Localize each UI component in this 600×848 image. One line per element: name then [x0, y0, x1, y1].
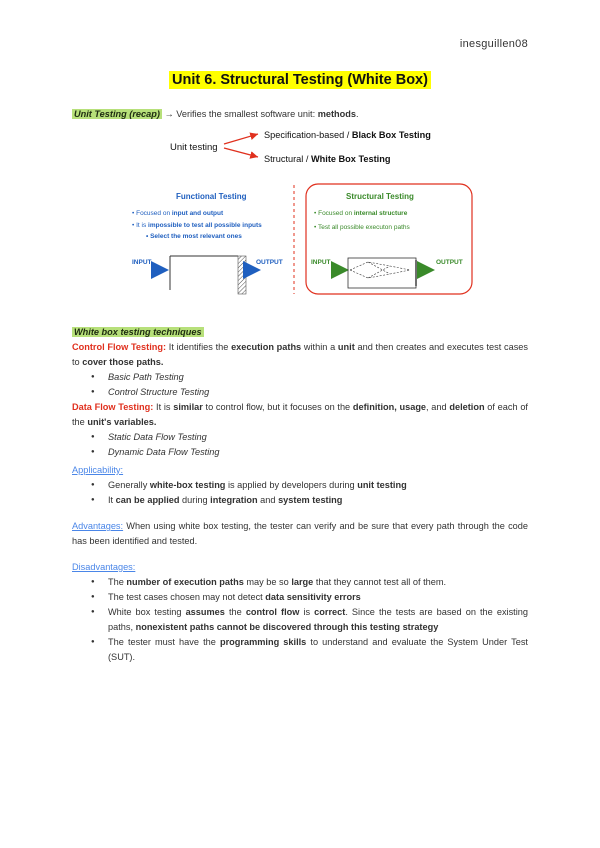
tree-arrow-top [224, 134, 258, 144]
tree-root: Unit testing [170, 142, 218, 153]
functional-title: Functional Testing [176, 192, 247, 201]
app1-mid: is applied by developers during [225, 480, 358, 490]
list-item: ● Static Data Flow Testing [72, 430, 528, 445]
disadvantages-section [72, 560, 528, 665]
control-flow-list [72, 370, 528, 400]
applicability-heading: Applicability: [72, 465, 124, 475]
structural-b2: Test all possible executon paths [317, 224, 410, 231]
app2-mid: during [179, 495, 211, 505]
applicability-list [72, 478, 528, 508]
cf-bold-3: cover those paths. [82, 357, 164, 367]
author-name: inesguillen08 [459, 38, 528, 50]
structural-white-box [348, 258, 416, 288]
techniques-section [72, 325, 528, 460]
app2-bold-3: system testing [278, 495, 343, 505]
dis3-bold-1: assumes [185, 607, 225, 617]
disadvantages-heading-line [72, 560, 528, 575]
dis3-mid: the [224, 607, 246, 617]
advantages-heading: Advantages: [72, 521, 124, 531]
cf-text-2: within a [301, 342, 338, 352]
dis3-bold-2: control flow [245, 607, 300, 617]
df-text-4: of each of the [72, 402, 528, 427]
data-flow-label: Data Flow Testing: [72, 402, 154, 412]
tree-branch2-pre: Structural / [264, 154, 311, 164]
control-flow-paragraph [72, 340, 528, 370]
functional-b1-pre: Focused on [136, 210, 172, 217]
data-flow-list [72, 430, 528, 460]
dis2-pre: The test cases chosen may not detect [108, 592, 266, 602]
cf-text-1: It identifies the [166, 342, 232, 352]
recap-label: Unit Testing (recap) [74, 109, 160, 119]
structural-title: Structural Testing [346, 192, 414, 201]
disadvantages-list [72, 575, 528, 665]
advantages-paragraph [72, 519, 528, 549]
functional-b2-bold: impossible to test all possible inputs [148, 222, 262, 229]
df-text-3: , and [426, 402, 450, 412]
app2-mid-2: and [257, 495, 279, 505]
functional-bullet-2: • It is impossible to test all possible inputs [132, 222, 262, 229]
list-item [72, 590, 528, 605]
disadvantages-heading: Disadvantages: [72, 562, 136, 572]
techniques-heading-line [72, 325, 528, 340]
dis4-post: to understand and evaluate the System Under Test (SUT). [108, 637, 528, 662]
recap-post: . [355, 109, 359, 119]
dis4-pre: The tester must have the [108, 637, 220, 647]
advantages-text: When using white box testing, the tester can verify and be sure that every path through the code has been identified and tested. [72, 521, 528, 546]
tree-branch1-pre: Specification-based / [264, 130, 352, 140]
unit-testing-tree [160, 124, 450, 174]
structural-bullet-2: • Test all possible executon paths [314, 224, 410, 231]
dis3-mid-3: . Since the tests are based on the existing paths, [108, 607, 528, 632]
dis3-bold-3: correct [314, 607, 346, 617]
app1-bold-2: unit testing [357, 480, 407, 490]
tree-branch1-bold: Black Box Testing [351, 130, 431, 140]
dis4-bold: programming skills [219, 637, 307, 647]
tree-branch-black-box [264, 130, 431, 140]
df-bold-3: deletion [449, 402, 485, 412]
functional-vs-structural-diagram [120, 182, 480, 296]
functional-b1-bold: input and output [171, 210, 224, 217]
cf-text-3: and then creates and executes test cases to [72, 342, 529, 367]
functional-black-box-wall [238, 256, 246, 294]
structural-bullet-1: • Focused on internal structure [314, 210, 408, 217]
app1-pre: Generally [108, 480, 150, 490]
list-item: ● Dynamic Data Flow Testing [72, 445, 528, 460]
dis2-bold: data sensitivity errors [265, 592, 361, 602]
df-text-1: It is [153, 402, 174, 412]
df-bold-2: definition, usage [352, 402, 427, 412]
title-container [0, 71, 600, 89]
techniques-heading: White box testing techniques [74, 327, 202, 337]
dis1-post: that they cannot test all of them. [313, 577, 447, 587]
list-item [72, 478, 528, 493]
app1-bold-1: white-box testing [149, 480, 226, 490]
list-item: ● Control Structure Testing [72, 385, 528, 400]
dis1-mid: may be so [243, 577, 292, 587]
tree-branch-white-box [264, 154, 390, 164]
df-bold-1: similar [173, 402, 203, 412]
dis3-bold-4: nonexistent paths cannot be discovered through this testing strategy [135, 622, 439, 632]
list-item [72, 575, 528, 590]
app2-pre: It [108, 495, 116, 505]
recap-bold: methods [317, 109, 356, 119]
dis3-mid-2: is [299, 607, 315, 617]
cf-bold-1: execution paths [231, 342, 302, 352]
app2-bold-2: integration [210, 495, 258, 505]
functional-bullet-3: • Select the most relevant ones [146, 233, 242, 240]
data-flow-paragraph [72, 400, 528, 430]
structural-input-label: INPUT [311, 259, 331, 266]
dis1-bold-1: number of execution paths [126, 577, 244, 587]
recap-text: → Verifies the smallest software unit: [161, 109, 318, 119]
functional-input-label: INPUT [132, 259, 152, 266]
structural-output-label: OUTPUT [436, 259, 463, 266]
applicability-section [72, 463, 528, 508]
recap-line [72, 107, 542, 122]
dis1-pre: The [108, 577, 127, 587]
list-item [72, 635, 528, 665]
structural-b1-bold: internal structure [353, 210, 408, 217]
df-text-2: to control flow, but it focuses on the [202, 402, 353, 412]
applicability-heading-line [72, 463, 528, 478]
app2-bold-1: can be applied [115, 495, 180, 505]
tree-branch2-bold: White Box Testing [310, 154, 391, 164]
functional-bullet-1: • Focused on input and output [132, 210, 224, 217]
functional-b2-pre: It is [136, 222, 149, 229]
df-bold-4: unit's variables. [87, 417, 157, 427]
list-item [72, 493, 528, 508]
structural-b1-pre: Focused on [318, 210, 354, 217]
tree-arrow-bottom [224, 148, 258, 157]
functional-output-label: OUTPUT [256, 259, 283, 266]
control-flow-label: Control Flow Testing: [72, 342, 167, 352]
cf-bold-2: unit [337, 342, 355, 352]
structural-paths [350, 262, 410, 278]
functional-b3: Select the most relevant ones [150, 233, 242, 240]
list-item: ● Basic Path Testing [72, 370, 528, 385]
dis1-bold-2: large [291, 577, 314, 587]
page-title: Unit 6. Structural Testing (White Box) [169, 71, 431, 89]
list-item [72, 605, 528, 635]
dis3-pre: White box testing [108, 607, 186, 617]
